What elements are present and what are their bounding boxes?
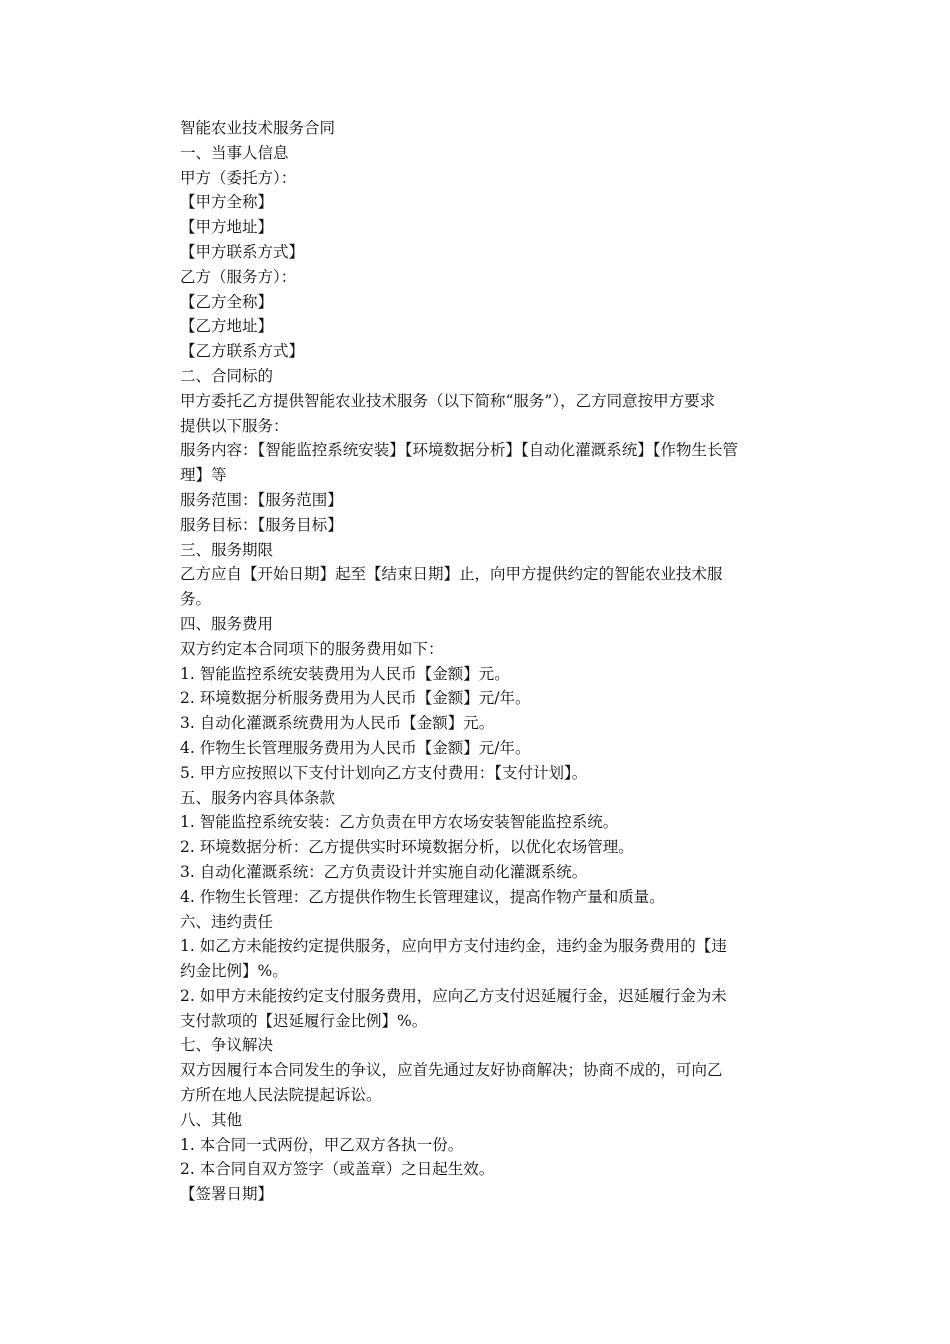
misc-item: 1. 本合同一式两份，甲乙双方各执一份。	[180, 1135, 464, 1154]
term-text-line-1: 乙方应自【开始日期】起至【结束日期】止，向甲方提供约定的智能农业技术服	[180, 565, 723, 584]
fee-item: 5. 甲方应按照以下支付计划向乙方支付费用：【支付计划】。	[180, 763, 588, 782]
section-3-heading: 三、服务期限	[180, 540, 274, 559]
service-scope: 服务范围：【服务范围】	[180, 490, 343, 509]
fee-item: 3. 自动化灌溉系统费用为人民币【金额】元。	[180, 714, 495, 733]
service-term-item: 1. 智能监控系统安装：乙方负责在甲方农场安装智能监控系统。	[180, 813, 619, 832]
party-b-contact: 【乙方联系方式】	[180, 342, 305, 361]
service-term-item: 4. 作物生长管理：乙方提供作物生长管理建议，提高作物产量和质量。	[180, 887, 665, 906]
fees-intro: 双方约定本合同项下的服务费用如下：	[180, 639, 444, 658]
service-content-line-1: 服务内容：【智能监控系统安装】【环境数据分析】【自动化灌溉系统】【作物生长管	[180, 441, 739, 460]
document-title: 智能农业技术服务合同	[180, 119, 336, 137]
party-b-label: 乙方（服务方）：	[180, 267, 297, 286]
section-5-heading: 五、服务内容具体条款	[180, 788, 336, 807]
service-goal: 服务目标：【服务目标】	[180, 515, 343, 534]
section-7-heading: 七、争议解决	[180, 1036, 274, 1055]
party-a-label: 甲方（委托方）：	[180, 168, 297, 187]
section-2-heading: 二、合同标的	[180, 366, 274, 385]
liability-item-2-line-2: 支付款项的【迟延履行金比例】%。	[180, 1011, 428, 1030]
service-content-line-2: 理】等	[180, 466, 227, 485]
party-b-name: 【乙方全称】	[180, 292, 274, 311]
section-1-heading: 一、当事人信息	[180, 143, 289, 162]
section-6-heading: 六、违约责任	[180, 912, 274, 931]
liability-item-2-line-1: 2. 如甲方未能按约定支付服务费用，应向乙方支付迟延履行金，迟延履行金为未	[180, 986, 727, 1005]
contract-document	[180, 116, 780, 1207]
liability-item-1-line-1: 1. 如乙方未能按约定提供服务，应向甲方支付违约金，违约金为服务费用的【违	[180, 937, 727, 956]
fee-item: 4. 作物生长管理服务费用为人民币【金额】元/年。	[180, 738, 531, 757]
service-term-item: 3. 自动化灌溉系统：乙方负责设计并实施自动化灌溉系统。	[180, 862, 588, 881]
subject-intro-line-1: 甲方委托乙方提供智能农业技术服务（以下简称“服务”），乙方同意按甲方要求	[180, 391, 716, 410]
fee-item: 2. 环境数据分析服务费用为人民币【金额】元/年。	[180, 689, 531, 708]
section-4-heading: 四、服务费用	[180, 614, 274, 633]
service-term-item: 2. 环境数据分析：乙方提供实时环境数据分析，以优化农场管理。	[180, 838, 634, 857]
dispute-text-line-2: 方所在地人民法院提起诉讼。	[180, 1086, 382, 1105]
signing-date: 【签署日期】	[180, 1185, 274, 1204]
term-text-line-2: 务。	[180, 590, 212, 609]
party-a-address: 【甲方地址】	[180, 218, 274, 237]
party-b-address: 【乙方地址】	[180, 317, 274, 336]
party-a-contact: 【甲方联系方式】	[180, 242, 305, 261]
misc-item: 2. 本合同自双方签字（或盖章）之日起生效。	[180, 1160, 495, 1179]
party-a-name: 【甲方全称】	[180, 193, 274, 212]
liability-item-1-line-2: 约金比例】%。	[180, 962, 288, 981]
section-8-heading: 八、其他	[180, 1110, 243, 1129]
dispute-text-line-1: 双方因履行本合同发生的争议，应首先通过友好协商解决；协商不成的，可向乙	[180, 1061, 723, 1080]
subject-intro-line-2: 提供以下服务：	[180, 416, 289, 435]
fee-item: 1. 智能监控系统安装费用为人民币【金额】元。	[180, 664, 510, 683]
